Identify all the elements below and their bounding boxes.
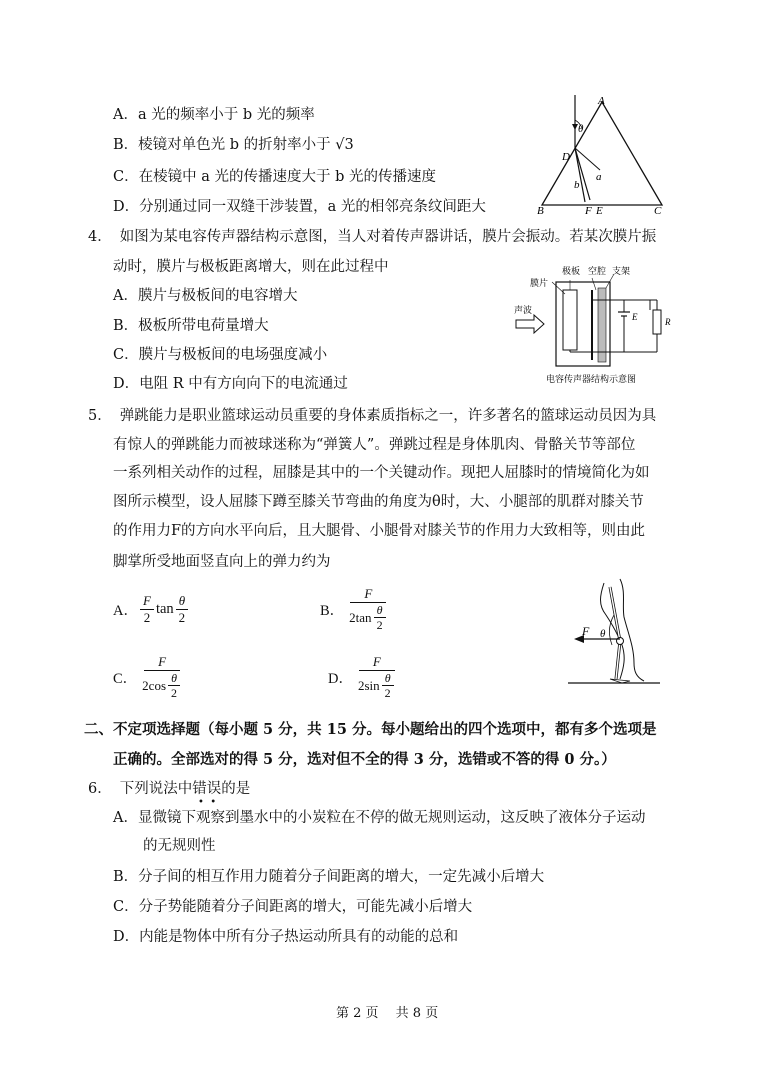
page-footer: 第 2 页 共 8 页	[336, 1006, 439, 1021]
label-F: F	[585, 205, 592, 217]
label-C: C	[654, 205, 662, 217]
section2-heading-line2: 正确的。全部选对的得 5 分，选对但不全的得 3 分，选错或不答的得 0 分。）	[113, 751, 616, 768]
label-a: a	[596, 171, 602, 183]
q5-stem-line3: 一系列相关动作的过程，屈膝是其中的一个关键动作。现把人屈膝时的情境简化为如	[113, 465, 650, 481]
q5-option-a: A． $\frac{F}{2}$ tan $\frac{\theta}{2}$	[113, 593, 190, 626]
label-b: b	[574, 179, 580, 191]
label-F: F	[582, 624, 590, 638]
label-D: D	[562, 151, 570, 163]
q5-option-d: D． F 2sin $\frac{\theta}{2}$	[328, 654, 401, 700]
q4-option-b: B．极板所带电荷量增大	[113, 318, 269, 334]
label-theta: θ	[578, 123, 584, 135]
figure-caption: 电容传声器结构示意图	[546, 374, 637, 384]
q5-stem-line5: 的作用力F的方向水平向后，且大腿骨、小腿骨对膝关节的作用力大致相等，则由此	[113, 523, 646, 539]
q3-option-d: D．分别通过同一双缝干涉装置，a 光的相邻亮条纹间距大	[113, 199, 486, 215]
label-E: E	[632, 312, 638, 322]
emphasis-dots: • •	[198, 797, 217, 808]
label-plate: 极板	[562, 266, 581, 276]
q3-option-b: B．棱镜对单色光 b 的折射率小于 √3	[113, 137, 354, 153]
q5-option-c: C． F 2cos $\frac{\theta}{2}$	[113, 654, 187, 700]
q5-stem-line6: 脚掌所受地面竖直向上的弹力约为	[113, 554, 331, 570]
q4-option-d: D．电阻 R 中有方向向下的电流通过	[113, 376, 348, 392]
q6-option-d: D．内能是物体中所有分子热运动所具有的动能的总和	[113, 929, 459, 945]
q3-option-a: A．a 光的频率小于 b 光的频率	[113, 107, 315, 123]
prism-figure	[530, 90, 670, 220]
q6-option-a: A．显微镜下观察到墨水中的小炭粒在不停的做无规则运动，这反映了液体分子运动	[113, 810, 646, 826]
q6-option-b: B．分子间的相互作用力随着分子间距离的增大，一定先减小后增大	[113, 869, 545, 885]
label-cavity: 空腔	[588, 266, 607, 276]
q4-stem-line2: 动时，膜片与极板距离增大，则在此过程中	[113, 259, 389, 275]
section2-heading-line1: 二、不定项选择题（每小题 5 分，共 15 分。每小题给出的四个选项中，都有多个选项是	[84, 721, 657, 738]
q4-stem-line1: 4． 如图为某电容传声器结构示意图，当人对着传声器讲话，膜片会振动。若某次膜片振	[88, 229, 657, 245]
label-A: A	[598, 95, 605, 107]
label-E: E	[596, 205, 603, 217]
q6-stem: 6． 下列说法中错误的是	[88, 781, 251, 797]
q3-option-c: C．在棱镜中 a 光的传播速度大于 b 光的传播速度	[113, 169, 436, 185]
label-theta: θ	[600, 628, 606, 640]
label-bracket: 支架	[612, 266, 631, 276]
q5-stem-line1: 5． 弹跳能力是职业篮球运动员重要的身体素质指标之一，许多著名的篮球运动员因为具	[88, 408, 657, 424]
leg-figure	[560, 575, 665, 690]
q5-option-b: B． F 2tan $\frac{\theta}{2}$	[320, 586, 393, 632]
q5-stem-line4: 图所示模型，设人屈膝下蹲至膝关节弯曲的角度为θ时，大、小腿部的肌群对膝关节	[113, 494, 644, 510]
label-film: 膜片	[530, 278, 549, 288]
q4-option-a: A．膜片与极板间的电容增大	[113, 288, 298, 304]
microphone-figure	[510, 260, 685, 388]
label-B: B	[537, 205, 544, 217]
q6-option-c: C．分子势能随着分子间距离的增大，可能先减小后增大	[113, 899, 473, 915]
label-R: R	[665, 317, 671, 327]
q4-option-c: C．膜片与极板间的电场强度减小	[113, 347, 328, 363]
q5-stem-line2: 有惊人的弹跳能力而被球迷称为“弹簧人”。弹跳过程是身体肌肉、骨骼关节等部位	[113, 437, 636, 453]
q6-option-a-cont: 的无规则性	[143, 838, 216, 854]
label-sound: 声波	[514, 305, 533, 315]
